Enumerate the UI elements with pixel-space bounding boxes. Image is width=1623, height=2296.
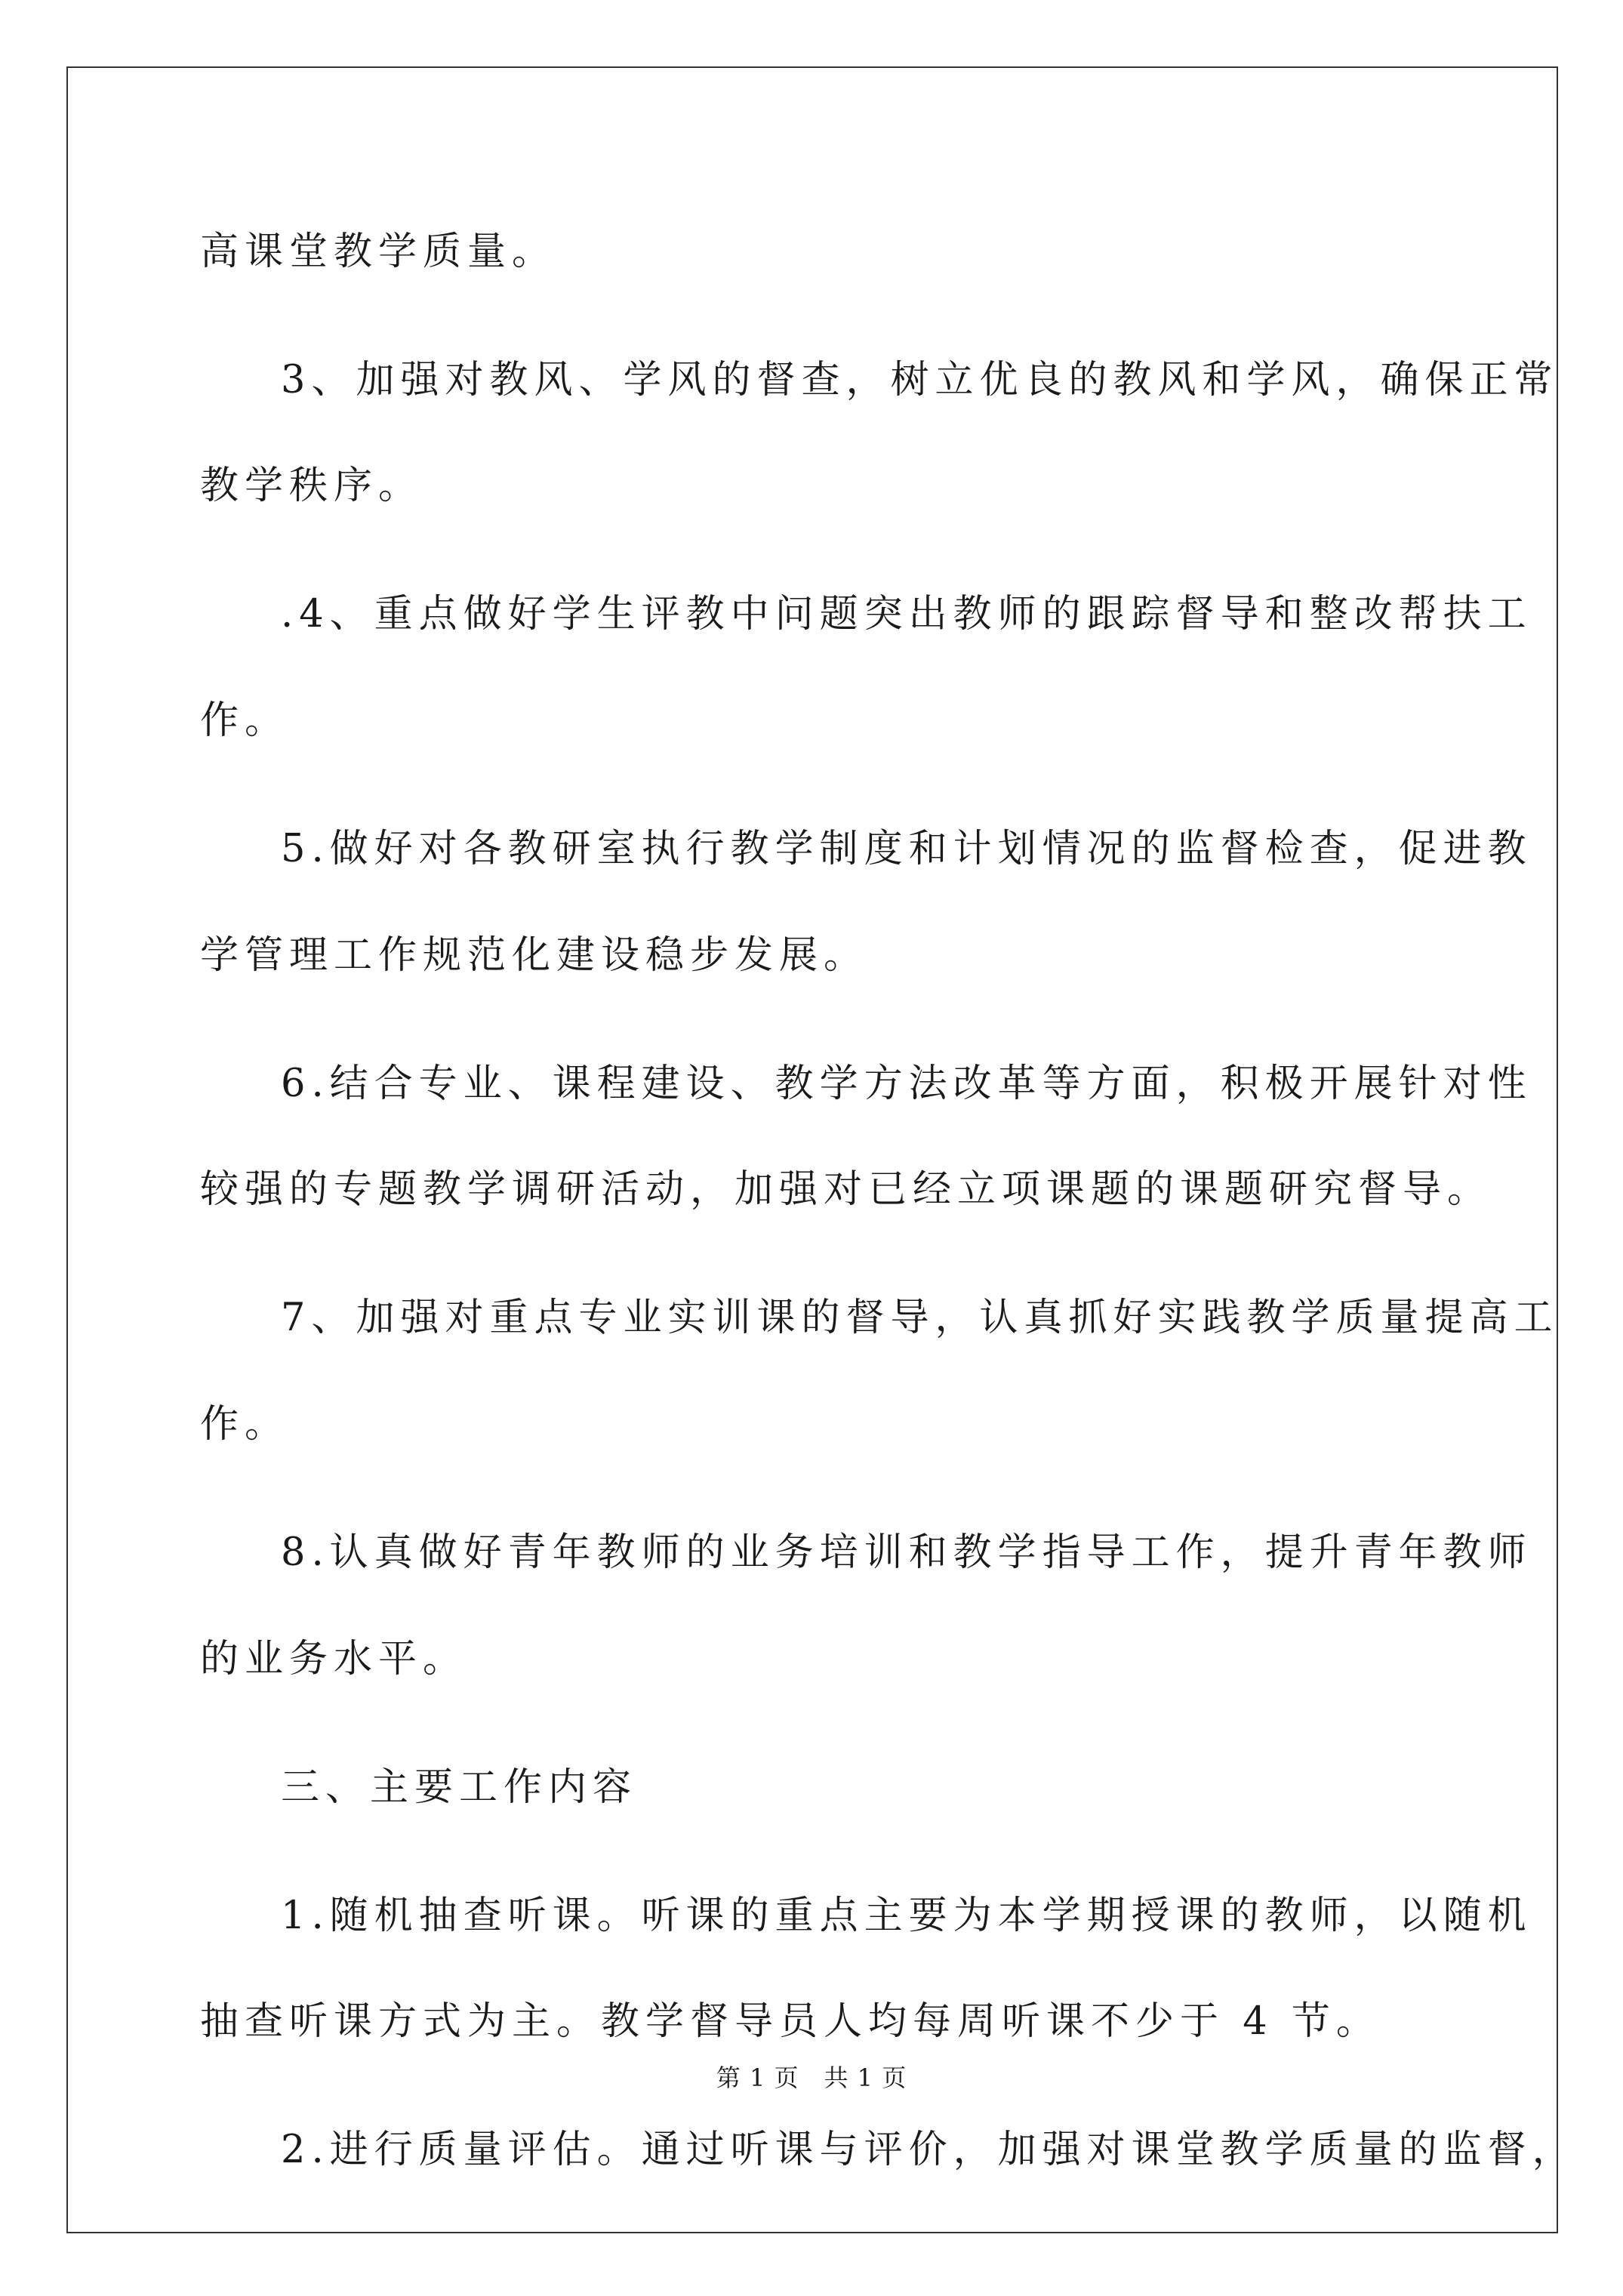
text-line: 作。: [200, 698, 290, 743]
text-line: 抽查听课方式为主。教学督导员人均每周听课不少于 4 节。: [200, 1999, 1381, 2044]
text-line: 较强的专题教学调研活动，加强对已经立项课题的课题研究督导。: [200, 1167, 1492, 1212]
text-line: 5.做好对各教研室执行教学制度和计划情况的监督检查，促进教: [281, 827, 1532, 871]
text-line: 6.结合专业、课程建设、教学方法改革等方面，积极开展针对性: [281, 1062, 1532, 1106]
text-line: .4、重点做好学生评教中问题突出教师的跟踪督导和整改帮扶工: [281, 592, 1532, 636]
section-heading: 三、主要工作内容: [281, 1765, 638, 1810]
text-line: 学管理工作规范化建设稳步发展。: [200, 933, 869, 978]
text-line: 3、加强对教风、学风的督查，树立优良的教风和学风，确保正常: [281, 358, 1559, 402]
text-line: 高课堂教学质量。: [200, 230, 557, 274]
text-line: 教学秩序。: [200, 464, 423, 508]
text-line: 的业务水平。: [200, 1637, 468, 1681]
text-line: 2.进行质量评估。通过听课与评价，加强对课堂教学质量的监督，: [281, 2128, 1577, 2172]
text-line: 7、加强对重点专业实训课的督导，认真抓好实践教学质量提高工: [281, 1296, 1559, 1340]
page-footer: 第 1 页 共 1 页: [716, 2063, 907, 2092]
text-line: 1.随机抽查听课。听课的重点主要为本学期授课的教师，以随机: [281, 1894, 1532, 1938]
text-line: 作。: [200, 1402, 290, 1447]
text-line: 8.认真做好青年教师的业务培训和教学指导工作，提升青年教师: [281, 1530, 1532, 1575]
